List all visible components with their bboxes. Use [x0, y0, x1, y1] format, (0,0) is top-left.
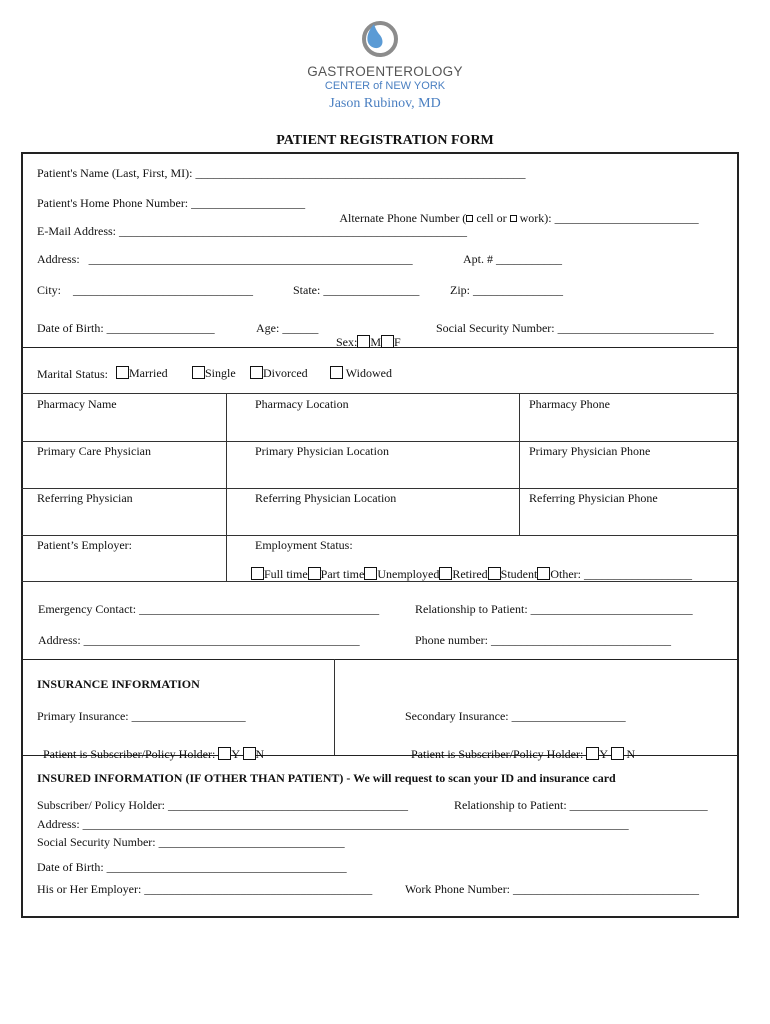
logo-mark-icon [355, 16, 401, 62]
single-label: Single [205, 366, 236, 380]
marital-married[interactable] [116, 366, 168, 381]
work-checkbox[interactable] [510, 215, 517, 222]
emergency-relationship-field[interactable]: Relationship to Patient: ___________________________ [415, 602, 693, 616]
org-name-line1: GASTROENTEROLOGY [307, 64, 463, 79]
emergency-address-field[interactable]: Address: ______________________________________________ [38, 633, 360, 647]
student-label: Student [500, 567, 538, 581]
part-time-checkbox[interactable] [308, 567, 321, 580]
sex-f-label: F [394, 335, 401, 349]
divider [21, 441, 739, 442]
pcp-phone-cell[interactable]: Primary Physician Phone [529, 444, 651, 458]
sex-row [330, 320, 401, 350]
pharmacy-phone-cell[interactable]: Pharmacy Phone [529, 397, 610, 411]
part-time-label: Part time [320, 567, 365, 581]
employment-status-label: Employment Status: [255, 538, 353, 552]
retired-label: Retired [452, 567, 488, 581]
retired-checkbox[interactable] [439, 567, 452, 580]
secondary-holder-yes-checkbox[interactable] [586, 747, 599, 760]
holder-label: Patient is Subscriber/Policy Holder: [43, 747, 216, 761]
insured-ssn-field[interactable]: Social Security Number: _______________________________ [37, 835, 345, 849]
alt-phone-row [334, 196, 699, 226]
unemployed-label: Unemployed [377, 567, 440, 581]
employer-cell[interactable]: Patient’s Employer: [37, 538, 132, 552]
sex-m-checkbox[interactable] [357, 335, 370, 348]
divider [21, 393, 739, 394]
column-divider [519, 393, 520, 535]
address-field[interactable]: Address: ______________________________________________________ [37, 252, 413, 266]
no-label: N [626, 747, 636, 761]
org-name-line2: CENTER of NEW YORK [324, 80, 446, 92]
insured-work-phone-field[interactable]: Work Phone Number: _______________________________ [405, 882, 700, 896]
alt-phone-label: Alternate Phone Number ( [339, 211, 467, 225]
full-time-checkbox[interactable] [251, 567, 264, 580]
referring-phone-cell[interactable]: Referring Physician Phone [529, 491, 658, 505]
column-divider [226, 393, 227, 581]
insurance-heading: INSURANCE INFORMATION [37, 677, 200, 691]
secondary-insurance-field[interactable]: Secondary Insurance: ___________________ [405, 709, 626, 723]
insured-employer-field[interactable]: His or Her Employer: ______________________________________ [37, 882, 373, 896]
work-phone-field[interactable]: work): ________________________ [519, 211, 699, 225]
apt-field[interactable]: Apt. # ___________ [463, 252, 562, 266]
marital-label: Marital Status: [37, 367, 108, 381]
doctor-name: Jason Rubinov, MD [329, 96, 441, 111]
state-field[interactable]: State: ________________ [293, 283, 420, 297]
other-checkbox[interactable] [537, 567, 550, 580]
zip-field[interactable]: Zip: _______________ [450, 283, 563, 297]
yes-label: Y [599, 747, 608, 761]
widowed-checkbox[interactable] [330, 366, 343, 379]
primary-holder-yes-checkbox[interactable] [218, 747, 231, 760]
no-label: N [255, 747, 265, 761]
home-phone-field[interactable]: Patient's Home Phone Number: ___________________ [37, 196, 306, 210]
single-checkbox[interactable] [192, 366, 205, 379]
student-checkbox[interactable] [488, 567, 501, 580]
city-field[interactable]: City: ______________________________ [37, 283, 254, 297]
sex-m-label: M [370, 335, 382, 349]
dob-field[interactable]: Date of Birth: __________________ [37, 321, 215, 335]
referring-cell[interactable]: Referring Physician [37, 491, 133, 505]
form-title: PATIENT REGISTRATION FORM [276, 133, 494, 148]
insured-relationship-field[interactable]: Relationship to Patient: _______________________ [454, 798, 708, 812]
holder-label: Patient is Subscriber/Policy Holder: [411, 747, 584, 761]
secondary-holder-row [405, 732, 635, 762]
divider [21, 535, 739, 536]
divorced-checkbox[interactable] [250, 366, 263, 379]
unemployed-checkbox[interactable] [364, 567, 377, 580]
subscriber-field[interactable]: Subscriber/ Policy Holder: ________________________________________ [37, 798, 408, 812]
ssn-field[interactable]: Social Security Number: __________________________ [436, 321, 714, 335]
primary-holder-no-checkbox[interactable] [243, 747, 256, 760]
logo [355, 16, 401, 62]
cell-checkbox[interactable] [466, 215, 473, 222]
married-label: Married [129, 366, 168, 380]
divider [21, 659, 739, 660]
marital-widowed[interactable] [330, 366, 392, 381]
referring-location-cell[interactable]: Referring Physician Location [255, 491, 397, 505]
other-field[interactable]: Other: __________________ [550, 567, 692, 581]
marital-single[interactable] [192, 366, 236, 381]
pcp-cell[interactable]: Primary Care Physician [37, 444, 151, 458]
age-field[interactable]: Age: ______ [256, 321, 319, 335]
divider [21, 488, 739, 489]
full-time-label: Full time [264, 567, 308, 581]
pcp-location-cell[interactable]: Primary Physician Location [255, 444, 389, 458]
yes-label: Y [231, 747, 240, 761]
employment-options [245, 552, 692, 582]
sex-label: Sex: [336, 335, 358, 349]
cell-label: cell or [476, 211, 507, 225]
marital-divorced[interactable] [250, 366, 308, 381]
patient-name-field[interactable]: Patient's Name (Last, First, MI): _______________________________________________________ [37, 166, 526, 180]
divorced-label: Divorced [263, 366, 308, 380]
secondary-holder-no-checkbox[interactable] [611, 747, 624, 760]
married-checkbox[interactable] [116, 366, 129, 379]
insured-address-field[interactable]: Address: ___________________________________________________________________________________________ [37, 817, 629, 831]
email-field[interactable]: E-Mail Address: __________________________________________________________ [37, 224, 467, 238]
emergency-phone-field[interactable]: Phone number: ______________________________ [415, 633, 671, 647]
primary-insurance-field[interactable]: Primary Insurance: ___________________ [37, 709, 246, 723]
pharmacy-location-cell[interactable]: Pharmacy Location [255, 397, 349, 411]
widowed-label: Widowed [345, 366, 392, 380]
emergency-contact-field[interactable]: Emergency Contact: ________________________________________ [38, 602, 380, 616]
sex-f-checkbox[interactable] [381, 335, 394, 348]
insured-dob-field[interactable]: Date of Birth: ________________________________________ [37, 860, 347, 874]
primary-holder-row [37, 732, 264, 762]
pharmacy-name-cell[interactable]: Pharmacy Name [37, 397, 117, 411]
insured-heading: INSURED INFORMATION (IF OTHER THAN PATIENT) - We will request to scan your ID and insurance card [37, 771, 616, 785]
column-divider [334, 659, 335, 755]
